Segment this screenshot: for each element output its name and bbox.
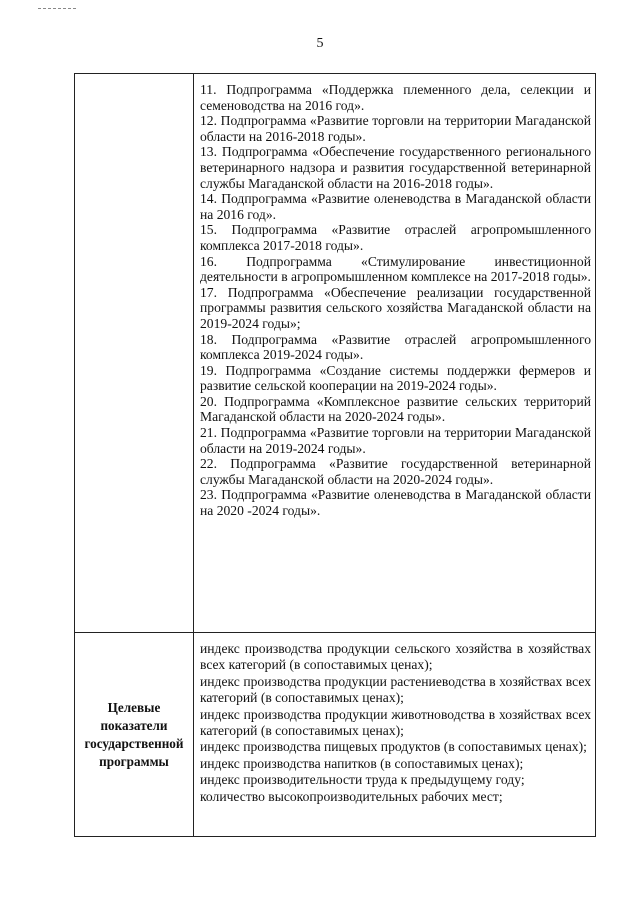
targets-row	[75, 633, 596, 837]
subprograms-row	[75, 74, 596, 633]
subprogram-item: 11. Подпрограмма «Поддержка племенного дела, селекции и семеноводства на 2016 год».	[200, 82, 591, 113]
targets-cell	[194, 633, 596, 837]
subprogram-item: 18. Подпрограмма «Развитие отраслей агропромышленного комплекса 2019-2024 годы».	[200, 331, 591, 363]
target-indicator: индекс производства продукции сельского хозяйства в хозяйствах всех категорий (в сопоставимых ценах);	[200, 641, 591, 673]
subprogram-item: 22. Подпрограмма «Развитие государственной ветеринарной службы Магаданской области на 2020-2024 годы».	[200, 456, 591, 487]
subprogram-item: 12. Подпрограмма «Развитие торговли на территории Магаданской области на 2016-2018 годы».	[200, 113, 591, 144]
target-indicator: индекс производительности труда к предыдущему году;	[200, 772, 525, 788]
targets-heading: Целевые показатели государственной программы	[75, 633, 194, 837]
subprogram-item: 16. Подпрограмма «Стимулирование инвестиционной деятельности в агропромышленном комплексе на 2017-2018 годы».	[200, 253, 591, 285]
subprogram-item: 21. Подпрограмма «Развитие торговли на территории Магаданской области на 2019-2024 годы».	[200, 425, 591, 456]
target-indicator: индекс производства продукции растениеводства в хозяйствах всех категорий (в сопоставимых ценах);	[200, 673, 591, 706]
subprogram-item: 23. Подпрограмма «Развитие оленеводства в Магаданской области на 2020 -2024 годы».	[200, 487, 591, 519]
target-indicator: индекс производства пищевых продуктов (в сопоставимых ценах);	[200, 739, 587, 755]
target-indicator: индекс производства продукции животноводства в хозяйствах всех категорий (в сопоставимых ценах);	[200, 706, 591, 739]
empty-label-cell	[75, 74, 194, 633]
subprogram-item: 13. Подпрограмма «Обеспечение государственного регионального ветеринарного надзора и развития государственной ветеринарной службы Магаданской области на 2016-2018 годы».	[200, 144, 591, 191]
target-indicator: количество высокопроизводительных рабочих мест;	[200, 788, 503, 804]
subprogram-item: 20. Подпрограмма «Комплексное развитие сельских территорий Магаданской области на 2020-2024 годы».	[200, 393, 591, 425]
subprograms-cell	[194, 74, 596, 633]
program-table	[74, 73, 596, 837]
subprogram-item: 14. Подпрограмма «Развитие оленеводства в Магаданской области на 2016 год».	[200, 191, 591, 222]
scan-mark	[38, 8, 76, 9]
subprogram-item: 17. Подпрограмма «Обеспечение реализации государственной программы развития сельского хозяйства Магаданской области на 2019-2024 годы»;	[200, 284, 591, 331]
page-number: 5	[316, 36, 324, 51]
subprogram-item: 19. Подпрограмма «Создание системы поддержки фермеров и развитие сельской кооперации на 2019-2024 годы».	[200, 362, 591, 394]
subprogram-item: 15. Подпрограмма «Развитие отраслей агропромышленного комплекса 2017-2018 годы».	[200, 222, 591, 253]
target-indicator: индекс производства напитков (в сопоставимых ценах);	[200, 755, 524, 771]
